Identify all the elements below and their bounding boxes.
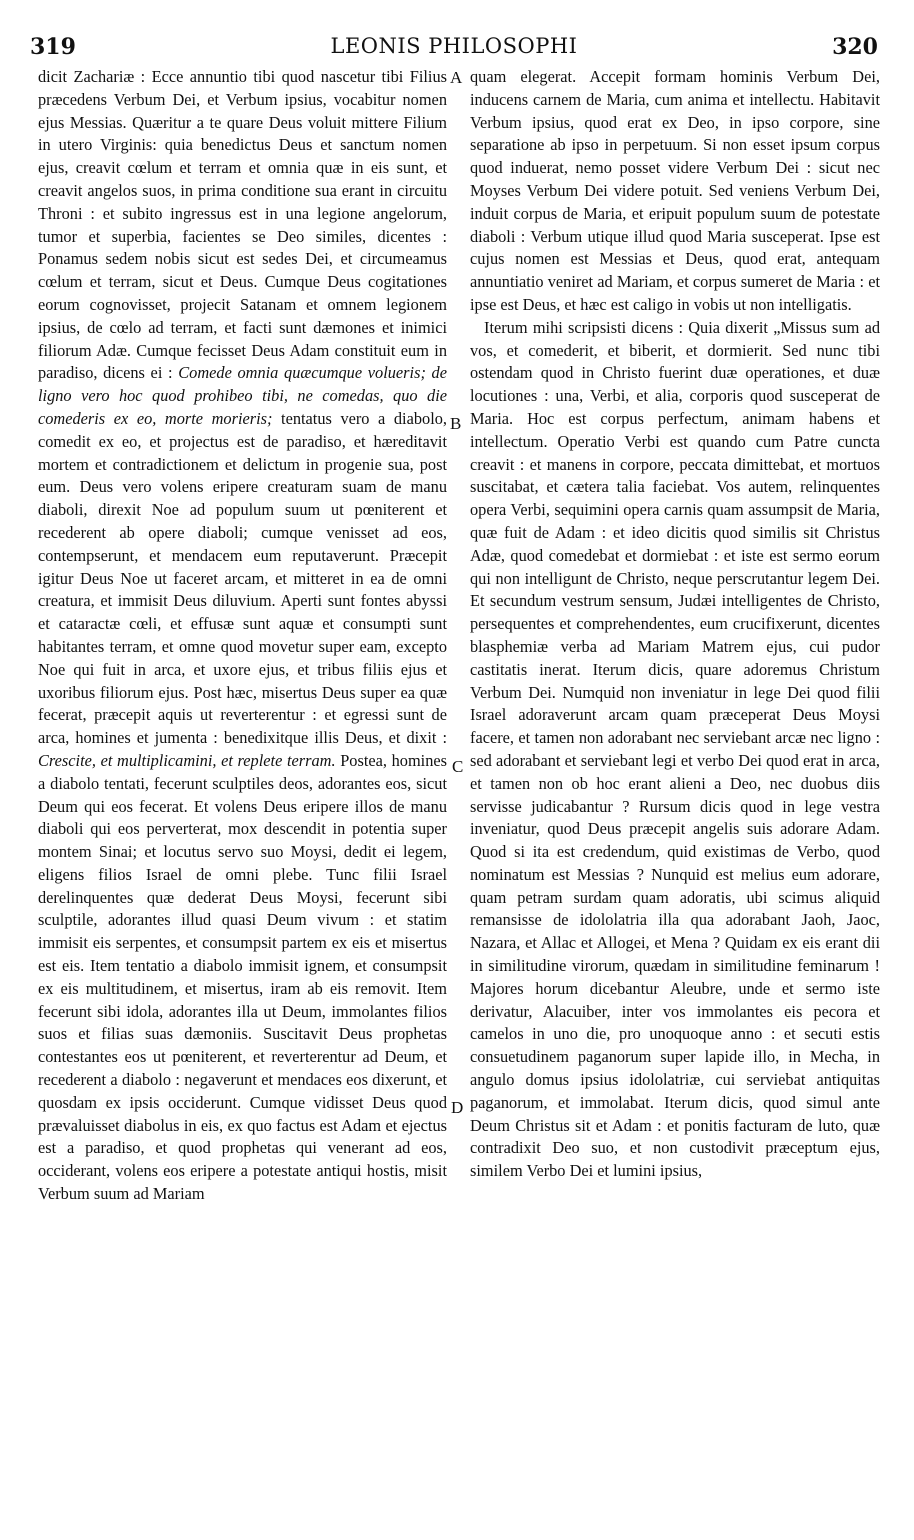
scripture-quote-1: Comede omnia quæcumque volueris; de ligno vero hoc quod prohibeo tibi, ne comedas, quo die comederis ex eo, morte morieris; [38, 363, 447, 428]
left-column [38, 66, 447, 1206]
scripture-quote-2: Crescite, et multiplicamini, et replete terram. [38, 750, 336, 770]
left-paragraph [38, 66, 447, 1206]
right-paragraph-1: quam elegerat. Accepit formam hominis Verbum Dei, inducens carnem de Maria, cum anima et intellectu. Habitavit Verbum ipsius, quod erat ex Deo, in ipso corpore, sine separatione ab ipso in perpetuum. Si non esset ipsum corpus quod induerat, nemo posset videre Verbum Dei : sicut nec Moyses Verbum Dei videre potuit. Sed veniens Verbum Dei, induit corpus de Maria, et eripuit populum suum de potestate diaboli : Verbum utique illud quod Maria susceperat. Ipse est cujus nomen est Messias et Deus, quod erat, antequam annuntiatio veniret ad Mariam, et corpus sumeret de Maria : et ipse est Deus, et hæc est caligo in vobis ut non intelligatis. [470, 67, 880, 314]
margin-marker-d: D [451, 1098, 464, 1117]
page-header [30, 34, 878, 60]
right-column [470, 66, 880, 1183]
page-number-right: 320 [832, 34, 878, 60]
left-text-part-1: dicit Zachariæ : Ecce annuntio tibi quod nascetur tibi Filius præcedens Verbum Dei, et Verbum ipsius, vocabitur nomen ejus Messias. Quæritur a te quare Deus voluit mittere Filium in utero Virginis: quia benedictus Deus et sanctum nomen ejus, creavit cœlum et terram et omnia quæ in eis sunt, et creavit angelos suos, in prima conditione sua erant in circuitu Throni : et subito ingressus est in una legione angelorum, tumor et superbia, facientes se Deo similes, dicentes : Ponamus sedem nobis sicut est sedes Dei, et circumeamus cœlum et terram, sicut et Deus. Cumque Deus cogitationes eorum cognovisset, projecit Satanam et omnem legionem ipsius, de cœlo ad terram, et facti sunt dæmones et inimici filiorum Adæ. Cumque fecisset Deus Adam constituit eum in paradiso, dicens ei : [38, 67, 447, 383]
margin-marker-a: A [450, 68, 463, 87]
margin-marker-c: C [452, 757, 464, 776]
margin-marker-b: B [450, 414, 462, 433]
running-title: LEONIS PHILOSOPHI [330, 34, 578, 58]
left-text-part-3: Postea, homines a diabolo tentati, fecerunt sculptiles deos, adorantes eos, sicut Deum qui eos fecerat. Et volens Deus eripere illos de manu diaboli qui eos perverterat, mox descendit in potentia super montem Sinai; et locutus servo suo Moysi, dedit ei legem, eligens filios Israel de omni plebe. Tunc filii Israel derelinquentes quæ dederat Deus Moysi, fecerunt sibi sculptile, adorantes illud quasi Deum vivum : et statim immisit eis serpentes, et consumpsit partem ex eis et misertus est eis. Item tentatio a diabolo immisit ignem, et consumpsit ex eis multitudinem, et misertus, iram ab eis removit. Item fecerunt sibi idola, adorantes illa ut Deum, immolantes filios suos et filias suas dæmoniis. Suscitavit Deus prophetas contestantes eos ut pœniterent, et reverterentur ad Deum, et recederent a diabolo : negaverunt et mendaces eos dixerunt, et quosdam ex ipsis occiderunt. Cumque vidisset Deus quod prævaluisset diabolus in eis, ex quo factus est Adam et ejectus est a paradiso, et quod prophetas qui venerant ad eos, occiderant, volens eos eripere a potestate antiqui hostis, misit Verbum suum ad Mariam [38, 750, 447, 1204]
page-number-left: 319 [30, 34, 76, 60]
right-paragraph-2: Iterum mihi scripsisti dicens : Quia dixerit „Missus sum ad vos, et comederit, et biberit, et dormierit. Sed nunc tibi ostendam quod in Christo fuerint duæ operationes, et duæ locutiones : una, Verbi, et alia, corporis quod susceperat de Maria. Hoc est corpus perfectum, animam habens et intellectum. Operatio Verbi est quando cum Patre cuncta creavit : et manens in corpore, peccata dimittebat, et mortuos suscitabat, et cætera talia faciebat. Vos autem, relinquentes opera Verbi, sequimini opera carnis quam assumpsit de Maria, quæ fuit de Adam : et ideo dicitis quod similis sit Christus Adæ, quod comedebat et dormiebat : et iste est sermo eorum qui non intelligunt de Christo, neque perscrutantur legem Dei. Et secundum vestrum sensum, Judæi intelligentes de Christo, persequentes et comprehendentes, eum crucifixerunt, dicentes blasphemiæ verba ad Mariam Matrem ejus, cui pudor castitatis inerat. Iterum dicis, quare adoremus Christum Verbum Dei. Numquid non inveniatur in lege Dei quod filii Israel adoraverunt arcam quam præceperat Deus Moysi facere, et tamen non adorabant nec serviebant arcæ nec ligno : sed adorabant et serviebant legi et verbo Dei quod erat in arca, et tamen non ob hoc erant alieni a Deo, nec duobus diis servisse judicabantur ? Rursum dicis quod in lege vestra inveniatur, quod Deus præcepit angelis suis adorare Adam. Quod si ita est credendum, quid existimas de Verbo, quod nominatum est Messias ? Nunquid est melius eum adorare, quam petram surdam quam adoratis, ubi scimus aliquid remansisse de idololatria illa qua adorabant Jaoh, Jaoc, Nazara, et Allac et Allogei, et Mena ? Quidam ex eis erant dii in similitudine virorum, quædam in similitudine feminarum ! Majores horum dicebantur Aleubre, unde et sermo iste derivatur, Alacuiber, inter vos immolantes eis pecora et camelos in uno die, pro unoquoque anno : et secuti estis consuetudinem paganorum super lapide illo, in Mecha, in angulo domus ipsius idololatriæ, cui serviebat antiquitas paganorum, et immolabat. Iterum dicis, quod simul ante Deum Christus sit et Adam : et ponitis facturam de luto, quæ contradixit Deo suo, et non custodivit præceptum ejus, similem Verbo Dei et lumini ipsius, [470, 317, 880, 1181]
left-text-part-2: tentatus vero a diabolo, comedit ex eo, et projectus est de paradiso, et hæreditavit mortem et contradictionem et delictum in progenie sua, post eum. Deus vero volens eripere creaturam suam de manu diaboli, direxit Noe ad populum suum ut pœniterent et recederent ab opere diaboli; cumque venisset ad eos, contempserunt, et mendacem eum reputaverunt. Præcepit igitur Deus Noe ut faceret arcam, et mitteret in ea de omni creatura, et immisit Deus diluvium. Aperti sunt fontes abyssi et cataractæ cœli, et effusæ sunt aquæ et consumpti sunt habitantes terram, et omne quod movetur super eam, excepto Noe qui fuit in arca, et uxore ejus, et tribus filiis ejus et uxoribus filiorum ejus. Post hæc, misertus Deus super ea quæ fecerat, præcepit aquis ut reverterentur : et egressi sunt de arca, homines et jumenta : benedixitque illis Deus, et dixit : [38, 408, 447, 748]
